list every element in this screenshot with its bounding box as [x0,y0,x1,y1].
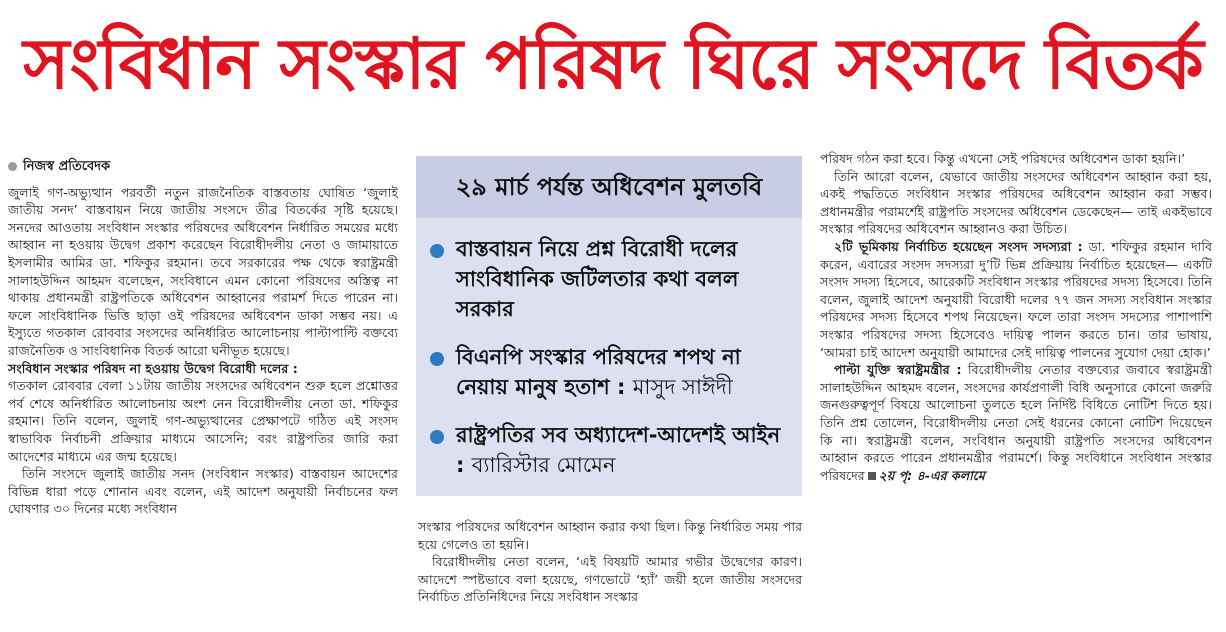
paragraph: তিনি আরো বলেন, যেভাবে জাতীয় সংসদের অধিবেশন আহ্বান করা হয়, একই পদ্ধতিতে সংবিধান সংস্কার পরিষদের অধিবেশন আহ্বান করা সম্ভব। প্রধানমন্ত্রীর পরামর্শেই রাষ্ট্রপতি সংসদের অধিবেশন ডেকেছেন— তাই একইভাবে সংস্কার পরিষদের অধিবেশন আহ্বানও করা উচিত। [820,168,1212,237]
article-column-3 [820,150,1212,484]
subheading: পাল্টা যুক্তি স্বরাষ্ট্রমন্ত্রীর : [834,362,962,378]
paragraph: সংস্কার পরিষদের অধিবেশন আহ্বান করার কথা ছিল। কিন্তু নির্ধারিত সময় পার হয়ে গেলেও তা হয়নি। [418,519,802,552]
byline [8,158,398,176]
highlight-text [456,342,790,402]
highlight-bold: বিএনপি সংস্কার পরিষদের শপথ না নেয়ায় মানুষ হতাশ : [456,345,741,399]
bullet-icon [8,162,17,171]
paragraph: বিরোধীদলীয় নেতা বলেন, ‘এই বিষয়টি আমার গভীর উদ্বেগের কারণ। আদেশে স্পষ্টভাবে বলা হয়েছে, গণভোটে ‘হ্যাঁ’ জয়ী হলে জাতীয় সংসদের নির্বাচিত প্রতিনিধিদের নিয়ে সংবিধান সংস্কার [418,554,802,605]
subheading: সংবিধান সংস্কার পরিষদ না হওয়ায় উদ্বেগ বিরোধী দলের : [8,360,298,376]
box-title: ২৯ মার্চ পর্যন্ত অধিবেশন মুলতবি [416,156,802,218]
paragraph [820,238,1212,361]
article-column-1 [8,158,398,518]
highlight-item [430,234,790,324]
continued-note: ২য় পৃ: ৪-এর কলামে [878,467,985,483]
paragraph: জুলাই গণ-অভ্যুত্থান পরবর্তী নতুন রাজনৈতিক বাস্তবতায় ঘোষিত ‘জুলাই জাতীয় সনদ’ বাস্তবায়ন নিয়ে জাতীয় সংসদে তীব্র বিতর্কের সৃষ্টি হয়েছে। সনদের আওতায় সংবিধান সংস্কার পরিষদের অধিবেশন নির্ধারিত সময়ের মধ্যে আহ্বান না হওয়ায় উদ্বেগ প্রকাশ করেছেন বিরোধীদলীয় নেতা ও জামায়াতে ইসলামীর আমির ডা. শফিকুর রহমান। তবে সরকারের পক্ষ থেকে স্বরাষ্ট্রমন্ত্রী সালাহউদ্দিন আহমদ বলেছেন, সংবিধানে এমন কোনো পরিষদের অস্তিত্ব না থাকায় প্রধানমন্ত্রী রাষ্ট্রপতিকে অধিবেশন আহ্বানের পরামর্শ দিতে পারেন না। ফলে সাংবিধানিক ভিত্তি ছাড়া ওই পরিষদের অধিবেশন ডাকা সম্ভব নয়। এ ইস্যুতে গতকাল রোববার সংসদের অনির্ধারিত আলোচনায় পাল্টাপাল্টি বক্তব্যে রাজনৈতিক ও সাংবিধানিক বিতর্ক আরো ঘনীভূত হয়েছে। [8,184,398,358]
subheading-paragraph [8,360,398,378]
bullet-icon [430,244,444,258]
highlight-text: বাস্তবায়ন নিয়ে প্রশ্ন বিরোধী দলের সাংবিধানিক জটিলতার কথা বলল সরকার [456,237,739,321]
highlight-box [416,156,802,496]
paragraph: গতকাল রোববার বেলা ১১টায় জাতীয় সংসদের অধিবেশন শুরু হলে প্রশ্নোত্তর পর্ব শেষে অনির্ধারিত আলোচনায় অংশ নেন বিরোধীদলীয় নেতা ডা. শফিকুর রহমান। তিনি বলেন, জুলাই গণ-অভ্যুত্থানের প্রেক্ষাপটে গঠিত এই সংসদ স্বাভাবিক নির্বাচনী প্রক্রিয়ার মাধ্যমে আসেনি; বরং রাষ্ট্রপতির জারি করা আদেশের মাধ্যমে এর জন্ম হয়েছে। [8,378,398,464]
paragraph [820,361,1212,484]
subheading: ২টি ভূমিকায় নির্বাচিত হয়েছেন সংসদ সদস্যরা : [834,238,1083,254]
highlight-source: মাসুদ সাঈদী [632,375,733,399]
article-column-2 [418,518,802,606]
highlight-source: ব্যারিস্টার মোমেন [471,453,616,477]
bullet-icon [430,352,444,366]
highlight-item [430,342,790,402]
paragraph: পরিষদ গঠন করা হবে। কিন্তু এখনো সেই পরিষদের অধিবেশন ডাকা হয়নি।’ [820,151,1186,166]
bullet-icon [430,430,444,444]
paragraph: তিনি সংসদে জুলাই জাতীয় সনদ (সংবিধান সংস্কার) বাস্তবায়ন আদেশের বিভিন্ন ধারা পড়ে শোনান এবং বলেন, এই আদেশ অনুযায়ী নির্বাচনের ফল ঘোষণার ৩০ দিনের মধ্যে সংবিধান [8,466,398,517]
square-bullet-icon [868,472,876,480]
highlight-bold: রাষ্ট্রপতির সব অধ্যাদেশ-আদেশই আইন : [456,423,781,477]
highlight-item [430,420,790,480]
paragraph-text: ডা. শফিকুর রহমান দাবি করেন, এবারের সংসদ সদস্যরা দু’টি ভিন্ন প্রক্রিয়ায় নির্বাচিত হয়েছেন— একটি সংসদ সদস্য হিসেবে, আরেকটি সংবিধান সংস্কার পরিষদের সদস্য হিসেবে। তিনি বলেন, জুলাই আদেশ অনুযায়ী বিরোধী দলের ৭৭ জন সদস্য সংবিধান সংস্কার পরিষদের সদস্য হিসেবে শপথ নিয়েছেন। ফলে তারা সংসদ সদস্যের পাশাপাশি সংস্কার পরিষদের সদস্য হিসেবেও দায়িত্ব পালন করতে চান। তার ভাষায়, ‘আমরা চাই আদেশ অনুযায়ী আমাদের সেই দায়িত্ব পালনের সুযোগ দেয়া হোক।’ [820,238,1212,360]
highlight-text [456,420,790,480]
headline: সংবিধান সংস্কার পরিষদ ঘিরে সংসদে বিতর্ক [23,23,1203,105]
paragraph-text: বিরোধীদলীয় নেতার বক্তব্যের জবাবে স্বরাষ্ট্রমন্ত্রী সালাহউদ্দিন আহমদ বলেন, সংসদের কার্যপ্রণালী বিধি অনুসারে কোনো জরুরি জনগুরুত্বপূর্ণ বিষয়ে আলোচনা তুলতে হলে নির্দিষ্ট বিধিতে নোটিশ দিতে হয়। তিনি প্রশ্ন তোলেন, বিরোধীদলীয় নেতা সেই ধরনের কোনো নোটিশ দিয়েছেন কি না। স্বরাষ্ট্রমন্ত্রী বলেন, সংবিধান অনুযায়ী রাষ্ট্রপতি সংসদের অধিবেশন আহ্বান করতে পারেন প্রধানমন্ত্রীর পরামর্শে। কিন্তু সংবিধানে সংবিধান সংস্কার পরিষদের [820,362,1212,483]
byline-text: নিজস্ব প্রতিবেদক [23,159,111,174]
